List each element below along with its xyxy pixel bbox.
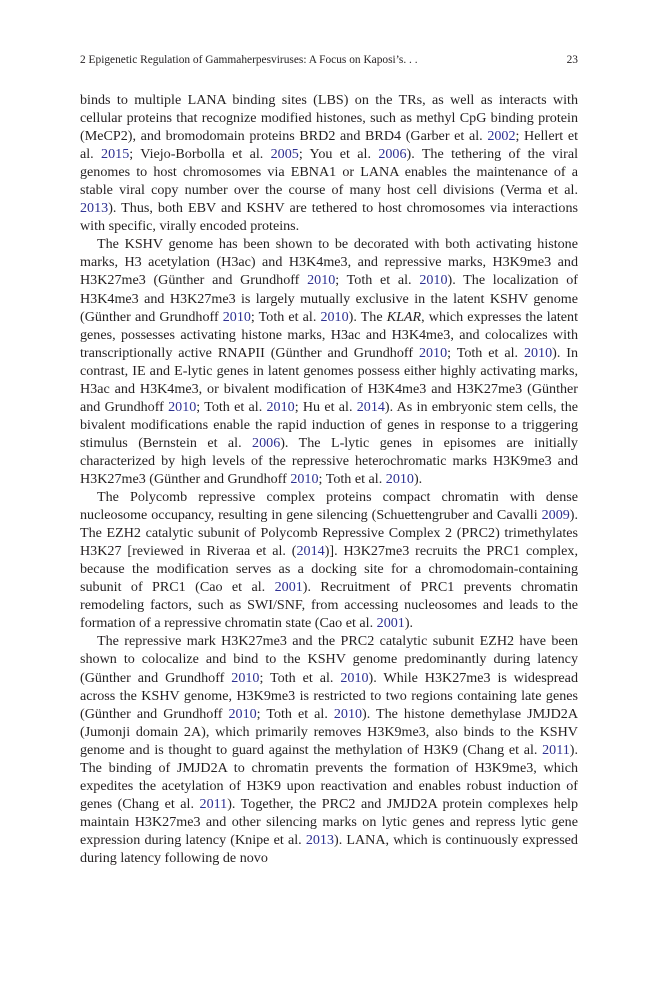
- citation-link[interactable]: 2009: [541, 507, 570, 524]
- text-run: ).: [413, 470, 423, 487]
- text-run: ; Toth et al.: [447, 344, 524, 361]
- citation-link[interactable]: 2006: [252, 434, 281, 451]
- text-run: ). Recruitment of PRC1 prevents chromatin remodeling factors, such as SWI/SNF, from accessing nucleosomes and leads to the formation of a repressive chromatin state (Cao et al.: [80, 579, 578, 632]
- text-run: )]. H3K27me3 recruits the PRC1 complex, because the modification serves as a docking site for a chromodomain-containing subunit of PRC1 (Cao et al.: [80, 543, 578, 596]
- text-run: ; Toth et al.: [250, 308, 321, 325]
- text-run: ; Viejo-Borbolla et al.: [129, 146, 271, 163]
- text-run: ). The: [348, 308, 387, 325]
- text-run: ; Hu et al.: [294, 398, 357, 415]
- citation-link[interactable]: 2010: [385, 470, 414, 487]
- text-run: ). LANA, which is continuously expressed during latency following de novo: [80, 831, 578, 866]
- citation-link[interactable]: 2010: [523, 344, 553, 361]
- text-run: ). The histone demethylase JMJD2A (Jumonji domain 2A), which primarily removes H3K9me3, also binds to the KSHV genome and is thought to guard against the methylation of H3K9 (Chang et al.: [80, 705, 578, 758]
- citation-link[interactable]: 2010: [333, 705, 363, 722]
- text-run: binds to multiple LANA binding sites (LBS) on the TRs, as well as interacts with cellular proteins that recognize modified histones, such as methyl CpG binding protein (MeCP2), and bromodomain proteins BRD2 and BRD4 (Garber et al.: [80, 92, 578, 145]
- citation-link[interactable]: 2010: [168, 398, 197, 415]
- text-run: ; Toth et al.: [259, 669, 341, 686]
- text-run: ). The tethering of the viral genomes to host chromosomes via EBNA1 or LANA enables the maintenance of a stable viral copy number over the course of many host cell divisions (Verma et al.: [80, 146, 578, 199]
- citation-link[interactable]: 2010: [228, 705, 257, 722]
- citation-link[interactable]: 2001: [376, 615, 405, 632]
- citation-link[interactable]: 2014: [296, 543, 325, 560]
- citation-link[interactable]: 2010: [231, 669, 260, 686]
- citation-link[interactable]: 2010: [222, 308, 251, 325]
- text-run: ). In contrast, IE and E-lytic genes in latent genomes possess either highly activating marks, H3ac and H3K4me3, or bivalent modification of H3K4me3 and H3K27me3 (Günther and Grundhoff: [80, 344, 578, 415]
- text-run: ). The binding of JMJD2A to chromatin prevents the formation of H3K9me3, which expedites the acetylation of H3K9 upon reactivation and enables robust induction of genes (Chang et al.: [80, 741, 578, 812]
- citation-link[interactable]: 2011: [199, 795, 228, 812]
- text-run: ). The EZH2 catalytic subunit of Polycomb Repressive Complex 2 (PRC2) trimethylates H3K27 [reviewed in Riveraa et al. (: [80, 507, 578, 560]
- text-run: ; Hellert et al.: [80, 128, 578, 163]
- text-run: ; Toth et al.: [256, 705, 334, 722]
- text-run: ).: [404, 615, 414, 632]
- citation-link[interactable]: 2010: [419, 272, 448, 289]
- text-run: The KSHV genome has been shown to be decorated with both activating histone marks, H3 acetylation (H3ac) and H3K4me3, and repressive marks, H3K9me3 and H3K27me3 (Günther and Grundhoff: [80, 236, 578, 289]
- chapter-title: 2 Epigenetic Regulation of Gammaherpesviruses: A Focus on Kaposi’s. . .: [80, 54, 418, 66]
- text-run: ; Toth et al.: [196, 398, 267, 415]
- text-run: The Polycomb repressive complex proteins compact chromatin with dense nucleosome occupancy, resulting in gene silencing (Schuettengruber and Cavalli: [80, 489, 578, 524]
- text-run: ). Together, the PRC2 and JMJD2A protein complexes help maintain H3K27me3 and other silencing marks on lytic genes and repress lytic gene expression during latency (Knipe et al.: [80, 795, 578, 848]
- page-number: 23: [566, 54, 578, 66]
- body-paragraph: [80, 91, 578, 235]
- italic-term: KLAR: [386, 308, 422, 325]
- citation-link[interactable]: 2010: [340, 669, 369, 686]
- text-run: ). Thus, both EBV and KSHV are tethered to host chromosomes via interactions with specific, virally encoded proteins.: [80, 200, 578, 235]
- citation-link[interactable]: 2013: [80, 200, 109, 217]
- citation-link[interactable]: 2001: [274, 579, 303, 596]
- text-run: The repressive mark H3K27me3 and the PRC2 catalytic subunit EZH2 have been shown to colocalize and bind to the KSHV genome predominantly during latency (Günther and Grundhoff: [80, 633, 578, 686]
- citation-link[interactable]: 2002: [487, 128, 516, 145]
- citation-link[interactable]: 2010: [418, 344, 448, 361]
- citation-link[interactable]: 2010: [307, 272, 336, 289]
- text-run: ; Toth et al.: [335, 272, 420, 289]
- citation-link[interactable]: 2005: [270, 146, 299, 163]
- citation-link[interactable]: 2011: [542, 741, 570, 758]
- citation-link[interactable]: 2010: [320, 308, 349, 325]
- body-text: [80, 91, 578, 867]
- text-run: ). As in embryonic stem cells, the bivalent modifications enable the rapid induction of genes in response to a triggering stimulus (Bernstein et al.: [80, 398, 578, 451]
- text-run: ). The localization of H3K4me3 and H3K27me3 is largely mutually exclusive in the latent KSHV genome (Günther and Grundhoff: [80, 272, 578, 325]
- text-run: , which expresses the latent genes, possesses activating histone marks, H3ac and H3K4me3, and colocalizes with transcriptionally active RNAPII (Günther and Grundhoff: [80, 308, 579, 361]
- text-run: ; You et al.: [298, 146, 379, 163]
- citation-link[interactable]: 2013: [305, 831, 334, 848]
- body-paragraph: [80, 488, 578, 632]
- citation-link[interactable]: 2014: [356, 398, 385, 415]
- citation-link[interactable]: 2010: [266, 398, 295, 415]
- citation-link[interactable]: 2015: [101, 146, 130, 163]
- text-run: ). The L-lytic genes in episomes are initially characterized by high levels of the repressive heterochromatic marks H3K9me3 and H3K27me3 (Günther and Grundhoff: [80, 434, 578, 487]
- citation-link[interactable]: 2010: [290, 470, 319, 487]
- citation-link[interactable]: 2006: [378, 146, 407, 163]
- text-run: ). While H3K27me3 is widespread across the KSHV genome, H3K9me3 is restricted to two regions containing late genes (Günther and Grundhoff: [80, 669, 578, 722]
- body-paragraph: [80, 632, 578, 867]
- text-run: ; Toth et al.: [318, 470, 386, 487]
- body-paragraph: [80, 235, 578, 488]
